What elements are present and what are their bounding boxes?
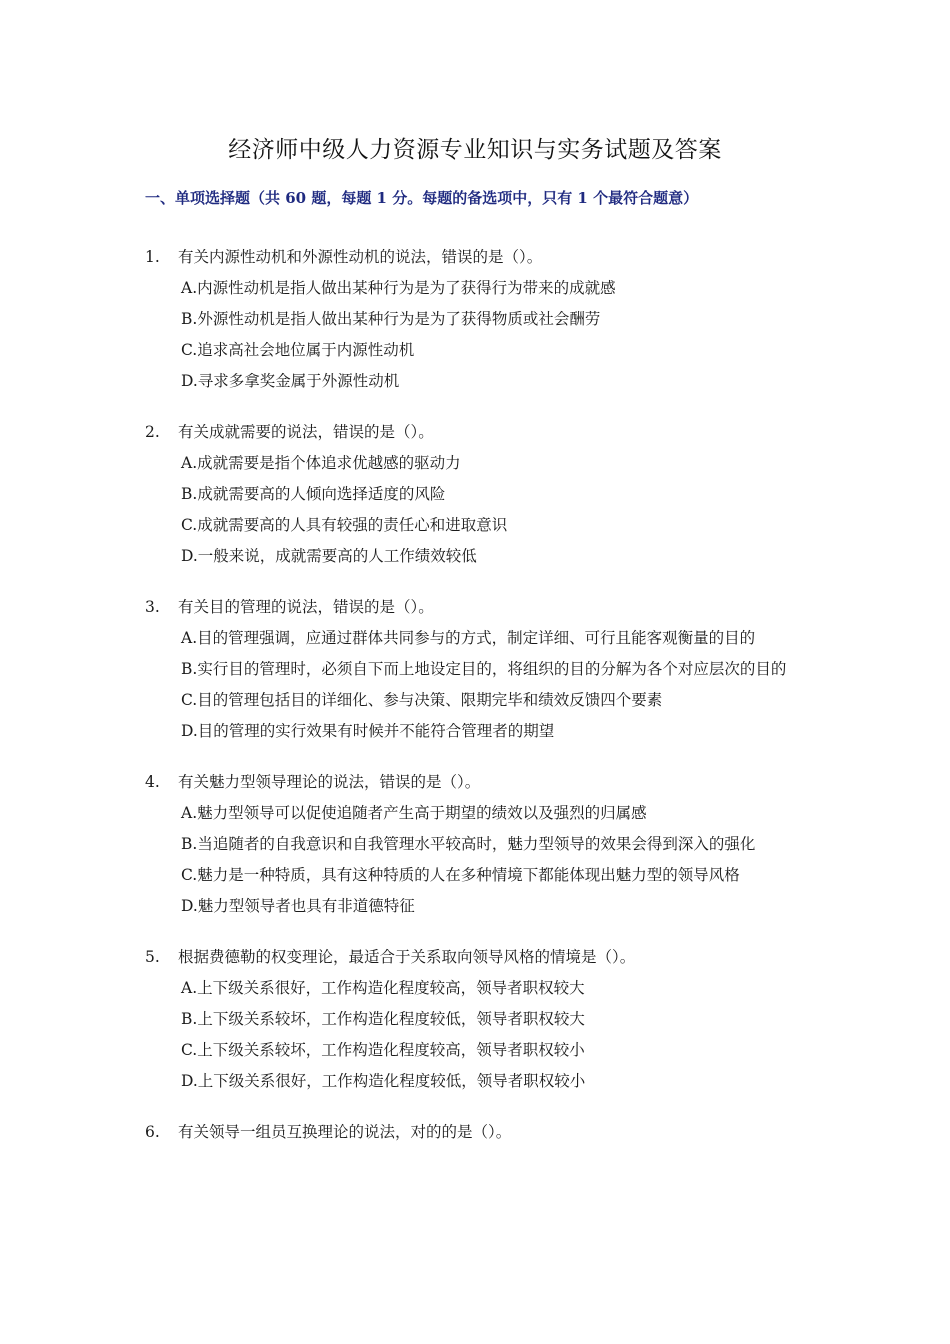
question-3 <box>0 594 950 749</box>
option-d: D.魅力型领导者也具有非道德特征 <box>181 897 415 915</box>
question-1 <box>0 244 950 399</box>
question-2 <box>0 419 950 574</box>
option-a: A.魅力型领导可以促使追随者产生高于期望的绩效以及强烈的归属感 <box>181 804 647 822</box>
option-a: A.目的管理强调，应通过群体共同参与的方式，制定详细、可行且能客观衡量的目的 <box>181 629 756 647</box>
question-list <box>0 244 950 1170</box>
option-b: B.成就需要高的人倾向选择适度的风险 <box>181 485 446 503</box>
question-text: 根据费德勒的权变理论，最适合于关系取向领导风格的情境是（）。 <box>178 948 636 966</box>
option-c: C.上下级关系较坏，工作构造化程度较高，领导者职权较小 <box>181 1041 585 1059</box>
question-number: 2. <box>145 423 160 441</box>
question-4 <box>0 769 950 924</box>
option-c: C.魅力是一种特质，具有这种特质的人在多种情境下都能体现出魅力型的领导风格 <box>181 866 740 884</box>
option-d: D.寻求多拿奖金属于外源性动机 <box>181 372 400 390</box>
question-number: 4. <box>145 773 160 791</box>
question-number: 1. <box>145 248 160 266</box>
question-text: 有关领导一组员互换理论的说法，对的的是（）。 <box>178 1123 512 1141</box>
option-d: D.一般来说，成就需要高的人工作绩效较低 <box>181 547 477 565</box>
question-text: 有关目的管理的说法，错误的是（）。 <box>178 598 434 616</box>
option-d: D.目的管理的实行效果有时候并不能符合管理者的期望 <box>181 722 555 740</box>
option-c: C.成就需要高的人具有较强的责任心和进取意识 <box>181 516 508 534</box>
question-number: 3. <box>145 598 160 616</box>
option-d: D.上下级关系很好，工作构造化程度较低，领导者职权较小 <box>181 1072 586 1090</box>
question-number: 5. <box>145 948 160 966</box>
section-heading: 一、单项选择题（共 60 题，每题 1 分。每题的备选项中，只有 1 个最符合题意） <box>145 189 699 207</box>
option-b: B.上下级关系较坏，工作构造化程度较低，领导者职权较大 <box>181 1010 585 1028</box>
option-b: B.外源性动机是指人做出某种行为是为了获得物质或社会酬劳 <box>181 310 601 328</box>
option-a: A.成就需要是指个体追求优越感的驱动力 <box>181 454 461 472</box>
option-a: A.上下级关系很好，工作构造化程度较高，领导者职权较大 <box>181 979 585 997</box>
question-text: 有关成就需要的说法，错误的是（）。 <box>178 423 434 441</box>
question-text: 有关魅力型领导理论的说法，错误的是（）。 <box>178 773 481 791</box>
option-b: B.当追随者的自我意识和自我管理水平较高时，魅力型领导的效果会得到深入的强化 <box>181 835 756 853</box>
question-5 <box>0 944 950 1099</box>
question-number: 6. <box>145 1123 160 1141</box>
option-b: B.实行目的管理时，必须自下而上地设定目的，将组织的目的分解为各个对应层次的目的 <box>181 660 787 678</box>
option-c: C.追求高社会地位属于内源性动机 <box>181 341 415 359</box>
question-6 <box>0 1119 950 1150</box>
option-c: C.目的管理包括目的详细化、参与决策、限期完毕和绩效反馈四个要素 <box>181 691 663 709</box>
document-title: 经济师中级人力资源专业知识与实务试题及答案 <box>228 137 722 163</box>
question-text: 有关内源性动机和外源性动机的说法，错误的是（）。 <box>178 248 543 266</box>
option-a: A.内源性动机是指人做出某种行为是为了获得行为带来的成就感 <box>181 279 616 297</box>
